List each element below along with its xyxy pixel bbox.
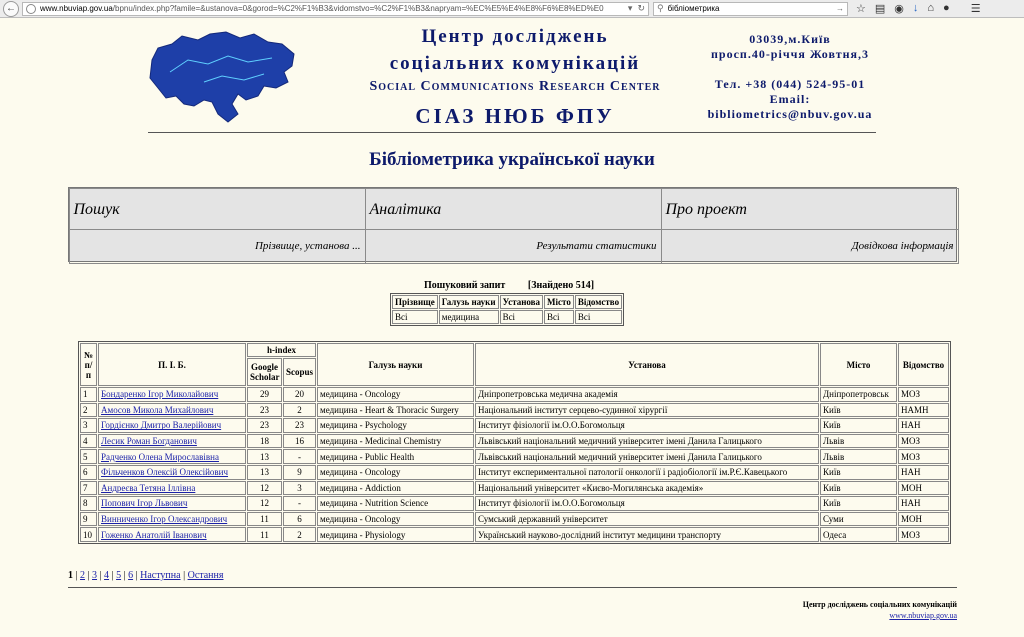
dept-cell: МОЗ [898,449,949,464]
chat-icon[interactable]: ● [943,2,950,14]
google-hindex: 13 [247,449,282,464]
dept-cell: НАН [898,418,949,433]
col-dept: Відомство [898,343,949,386]
scopus-hindex: 2 [283,527,316,542]
author-cell [98,449,246,464]
col-field: Галузь науки [317,343,474,386]
dept-cell: МОЗ [898,434,949,449]
dropdown-icon[interactable]: ▾ [627,3,633,13]
nav-analytics-sub[interactable]: Результати статистики [365,229,662,264]
footer-link[interactable]: www.nbuviap.gov.ua [889,611,957,620]
city-cell: Київ [820,481,897,496]
google-hindex: 18 [247,434,282,449]
field-cell: медицина - Medicinal Chemistry [317,434,474,449]
institution-cell: Інститут фізіології ім.О.О.Богомольця [475,496,819,511]
field-cell: медицина - Psychology [317,418,474,433]
city-cell: Київ [820,418,897,433]
header-divider [148,132,876,133]
author-cell [98,387,246,402]
row-num: 10 [80,527,97,542]
dept-cell: МОН [898,481,949,496]
phone: Тел. +38 (044) 524-95-01 [714,77,866,91]
search-go-icon[interactable]: → [836,4,844,13]
city-cell: Львів [820,434,897,449]
query-label: Пошуковий запит [424,280,506,291]
city-cell: Дніпропетровськ [820,387,897,402]
row-num: 5 [80,449,97,464]
menu-icon[interactable]: ☰ [970,3,981,15]
dept-cell: НАМН [898,403,949,418]
scopus-hindex: 6 [283,512,316,527]
query-value: Всі [544,310,574,324]
scopus-hindex: - [283,449,316,464]
title-line-2: соціальних комунікацій [389,53,641,74]
page-link[interactable]: 2 [80,570,86,581]
row-num: 1 [80,387,97,402]
author-link[interactable]: Амосов Микола Михайлович [101,404,214,415]
table-row [80,481,949,496]
author-link[interactable]: Андреєва Тетяна Іллівна [101,482,196,493]
bookmark-star-icon[interactable]: ☆ [856,3,866,15]
google-hindex: 13 [247,465,282,480]
dept-cell: НАН [898,465,949,480]
home-icon[interactable]: ⌂ [927,2,935,14]
dept-cell: НАН [898,496,949,511]
field-cell: медицина - Heart & Thoracic Surgery [317,403,474,418]
title-line-3: Social Communications Research Center [369,79,661,94]
search-input[interactable] [653,2,848,16]
author-cell [98,465,246,480]
page-link[interactable]: 5 [116,570,122,581]
col-inst: Установа [475,343,819,386]
col-name: П. І. Б. [98,343,246,386]
table-row [80,449,949,464]
scopus-hindex: 23 [283,418,316,433]
author-cell [98,512,246,527]
author-link[interactable]: Попович Ігор Львович [101,498,188,509]
page-link[interactable]: 3 [92,570,98,581]
col-hindex: h-index [247,343,316,357]
dept-cell: МОЗ [898,527,949,542]
institution-cell: Національний інститут серцево-судинної хірургії [475,403,819,418]
next-page-link[interactable]: Наступна [140,570,181,581]
institution-cell: Український науково-дослідний інститут медицини транспорту [475,527,819,542]
google-hindex: 11 [247,527,282,542]
pocket-icon[interactable]: ◉ [894,3,904,15]
scopus-hindex: 2 [283,403,316,418]
address-line-2: просп.40-річчя Жовтня,3 [710,47,869,61]
table-row [80,465,949,480]
field-cell: медицина - Nutrition Science [317,496,474,511]
query-value: Всі [575,310,622,324]
table-row [80,403,949,418]
address-line-1: 03039,м.Київ [749,32,831,46]
field-cell: медицина - Oncology [317,512,474,527]
scopus-hindex: 9 [283,465,316,480]
footer [803,599,957,621]
field-cell: медицина - Public Health [317,449,474,464]
google-hindex: 12 [247,496,282,511]
author-cell [98,527,246,542]
author-link[interactable]: Радченко Олена Мирославівна [101,451,219,462]
nav-search[interactable]: Пошук [69,188,366,230]
query-table [390,293,624,326]
last-page-link[interactable]: Остання [187,570,224,581]
ukraine-map-icon [148,30,298,126]
institution-cell: Львівський національний медичний університет імені Данила Галицького [475,434,819,449]
scopus-hindex: 20 [283,387,316,402]
scopus-hindex: 3 [283,481,316,496]
table-row [80,527,949,542]
author-link[interactable]: Гоженко Анатолій Іванович [101,529,207,540]
query-header: Галузь науки [439,295,499,309]
institution-cell: Національний університет «Києво-Могилянська академія» [475,481,819,496]
city-cell: Київ [820,496,897,511]
city-cell: Київ [820,403,897,418]
email: bibliometrics@nbuv.gov.ua [707,107,873,121]
institution-cell: Інститут фізіології ім.О.О.Богомольця [475,418,819,433]
table-row [80,512,949,527]
scopus-hindex: 16 [283,434,316,449]
browser-toolbar [0,0,1024,18]
row-num: 3 [80,418,97,433]
author-cell [98,496,246,511]
query-value: медицина [439,310,499,324]
reload-icon[interactable]: ↻ [637,3,645,13]
title-line-1: Центр досліджень [421,26,609,47]
google-hindex: 29 [247,387,282,402]
google-hindex: 11 [247,512,282,527]
field-cell: медицина - Oncology [317,465,474,480]
footer-org: Центр досліджень соціальних комунікацій [802,600,957,609]
table-row [80,434,949,449]
field-cell: медицина - Physiology [317,527,474,542]
author-link[interactable]: Фільченков Олексій Олексійович [101,467,229,478]
nav-analytics[interactable]: Аналітика [365,188,662,230]
pagination: 1 | 2 | 3 | 4 | 5 | 6 | Наступна | Остання [68,570,224,581]
institution-cell: Сумський державний університет [475,512,819,527]
nav-about-sub[interactable]: Довідкова інформація [661,229,959,264]
query-value: Всі [500,310,543,324]
globe-icon [26,4,36,14]
google-hindex: 23 [247,418,282,433]
nav-about[interactable]: Про проект [661,188,959,230]
footer-divider [68,587,957,588]
field-cell: медицина - Oncology [317,387,474,402]
page-link[interactable]: 4 [104,570,110,581]
search-value: бібліометрика [667,4,720,13]
col-city: Місто [820,343,897,386]
col-num: № п/п [80,343,97,386]
author-cell [98,418,246,433]
search-icon: ⚲ [657,3,664,13]
found-count: [Знайдено 514] [527,280,595,291]
download-icon[interactable]: ↓ [912,2,919,14]
google-hindex: 23 [247,403,282,418]
dept-cell: МОН [898,512,949,527]
title-line-4: СІАЗ НЮБ ФПУ [415,104,615,128]
query-header: Прізвище [392,295,438,309]
results-body [80,387,949,542]
query-heading [424,280,594,291]
reading-list-icon[interactable]: ▤ [874,3,886,15]
author-link[interactable]: Лесик Роман Богданович [101,436,197,447]
page-link[interactable]: 6 [128,570,134,581]
url-host: www.nbuviap.gov.ua [40,4,113,13]
query-header: Установа [500,295,543,309]
city-cell: Одеса [820,527,897,542]
institution-cell: Львівський національний медичний університет імені Данила Галицького [475,449,819,464]
author-link[interactable]: Бондаренко Ігор Миколайович [101,389,219,400]
row-num: 2 [80,403,97,418]
dept-cell: МОЗ [898,387,949,402]
author-cell [98,403,246,418]
query-header: Відомство [575,295,622,309]
query-value: Всі [392,310,438,324]
city-cell: Київ [820,465,897,480]
table-row [80,418,949,433]
row-num: 4 [80,434,97,449]
author-cell [98,434,246,449]
results-table [78,341,951,544]
row-num: 9 [80,512,97,527]
nav-search-sub[interactable]: Прізвище, установа ... [69,229,366,264]
table-row [80,496,949,511]
table-row [80,387,949,402]
city-cell: Львів [820,449,897,464]
col-google: Google Scholar [247,358,282,386]
author-cell [98,481,246,496]
back-arrow-icon[interactable]: ← [3,1,19,17]
institution-cell: Дніпропетровська медична академія [475,387,819,402]
row-num: 8 [80,496,97,511]
field-cell: медицина - Addiction [317,481,474,496]
address-bar[interactable] [22,2,649,16]
url-path: /bpnu/index.php?famile=&ustanova=0&gorod=%C2%F1%B3&vidomstvo=%C2%F1%B3&napryam=%EC%E5%E4%E8%F6%E8%ED%E0 [112,4,604,13]
page-title: Бібліометрика української науки [369,149,655,170]
contact-info [690,32,890,122]
row-num: 6 [80,465,97,480]
author-link[interactable]: Винниченко Ігор Олександрович [101,514,228,525]
col-scopus: Scopus [283,358,316,386]
query-header: Місто [544,295,574,309]
city-cell: Суми [820,512,897,527]
scopus-hindex: - [283,496,316,511]
page-current: 1 [68,570,73,581]
row-num: 7 [80,481,97,496]
author-link[interactable]: Гордієнко Дмитро Валерійович [101,420,222,431]
email-label: Email: [769,92,811,106]
google-hindex: 12 [247,481,282,496]
institution-cell: Інститут експериментальної патології онкології і радіобіології ім.Р.Є.Кавецького [475,465,819,480]
main-nav [68,187,957,262]
